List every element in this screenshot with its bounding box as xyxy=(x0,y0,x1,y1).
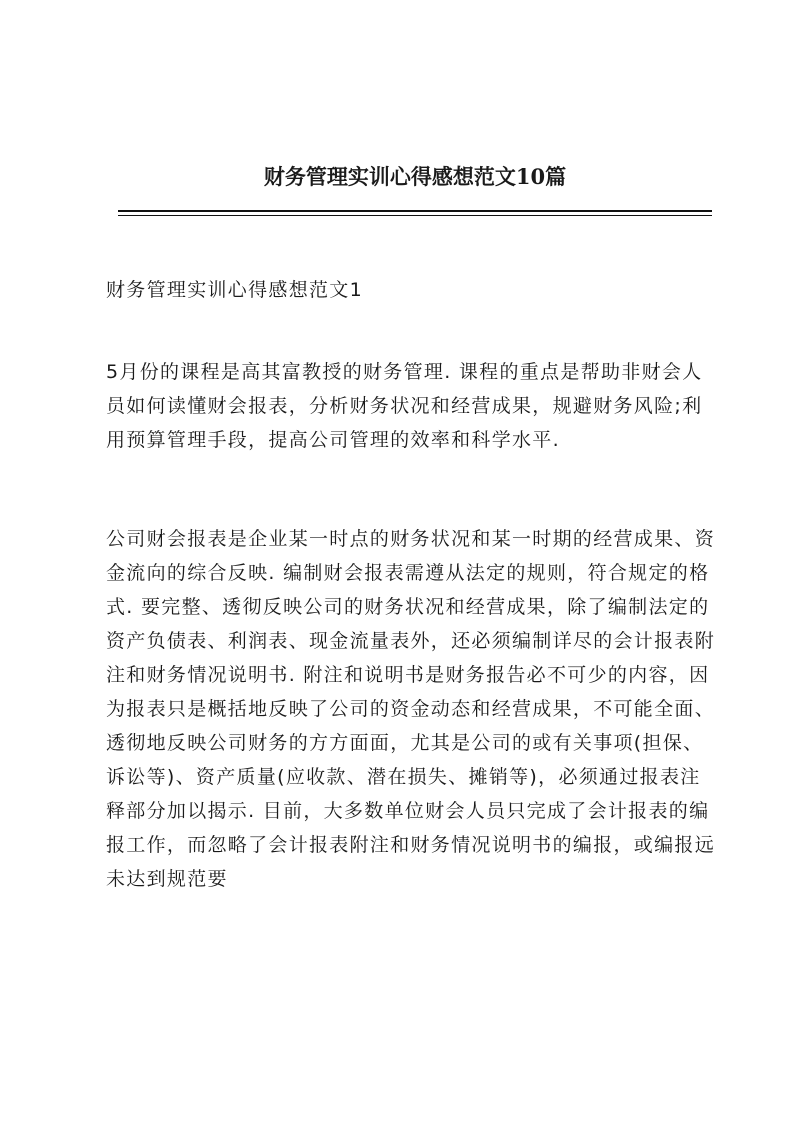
title-divider-thin xyxy=(118,215,712,216)
paragraph-2: 公司财会报表是企业某一时点的财务状况和某一时期的经营成果、资金流向的综合反映. 编制财会报表需遵从法定的规则，符合规定的格式. 要完整、透彻反映公司的财务状况和经营成果，除了编制法定的资产负债表、利润表、现金流量表外，还必须编制详尽的会计报表附注和财务情况说明书. 附注和说明书是财务报告必不可少的内容，因为报表只是概括地反映了公司的资金动态和经营成果，不可能全面、透彻地反映公司财务的方方面面，尤其是公司的或有关事项(担保、诉讼等)、资产质量(应收款、潜在损失、摊销等)，必须通过报表注释部分加以揭示. 目前，大多数单位财会人员只完成了会计报表的编报工作，而忽略了会计报表附注和财务情况说明书的编报，或编报远未达到规范要 xyxy=(106,528,716,890)
paragraph-1: 5月份的课程是高其富教授的财务管理. 课程的重点是帮助非财会人员如何读懂财会报表，分析财务状况和经营成果，规避财务风险;利用预算管理手段，提高公司管理的效率和科学水平. xyxy=(106,361,703,451)
document-title: 财务管理实训心得感想范文10篇 xyxy=(263,164,567,189)
section-heading: 财务管理实训心得感想范文1 xyxy=(106,279,363,301)
title-divider-thick xyxy=(118,210,712,212)
